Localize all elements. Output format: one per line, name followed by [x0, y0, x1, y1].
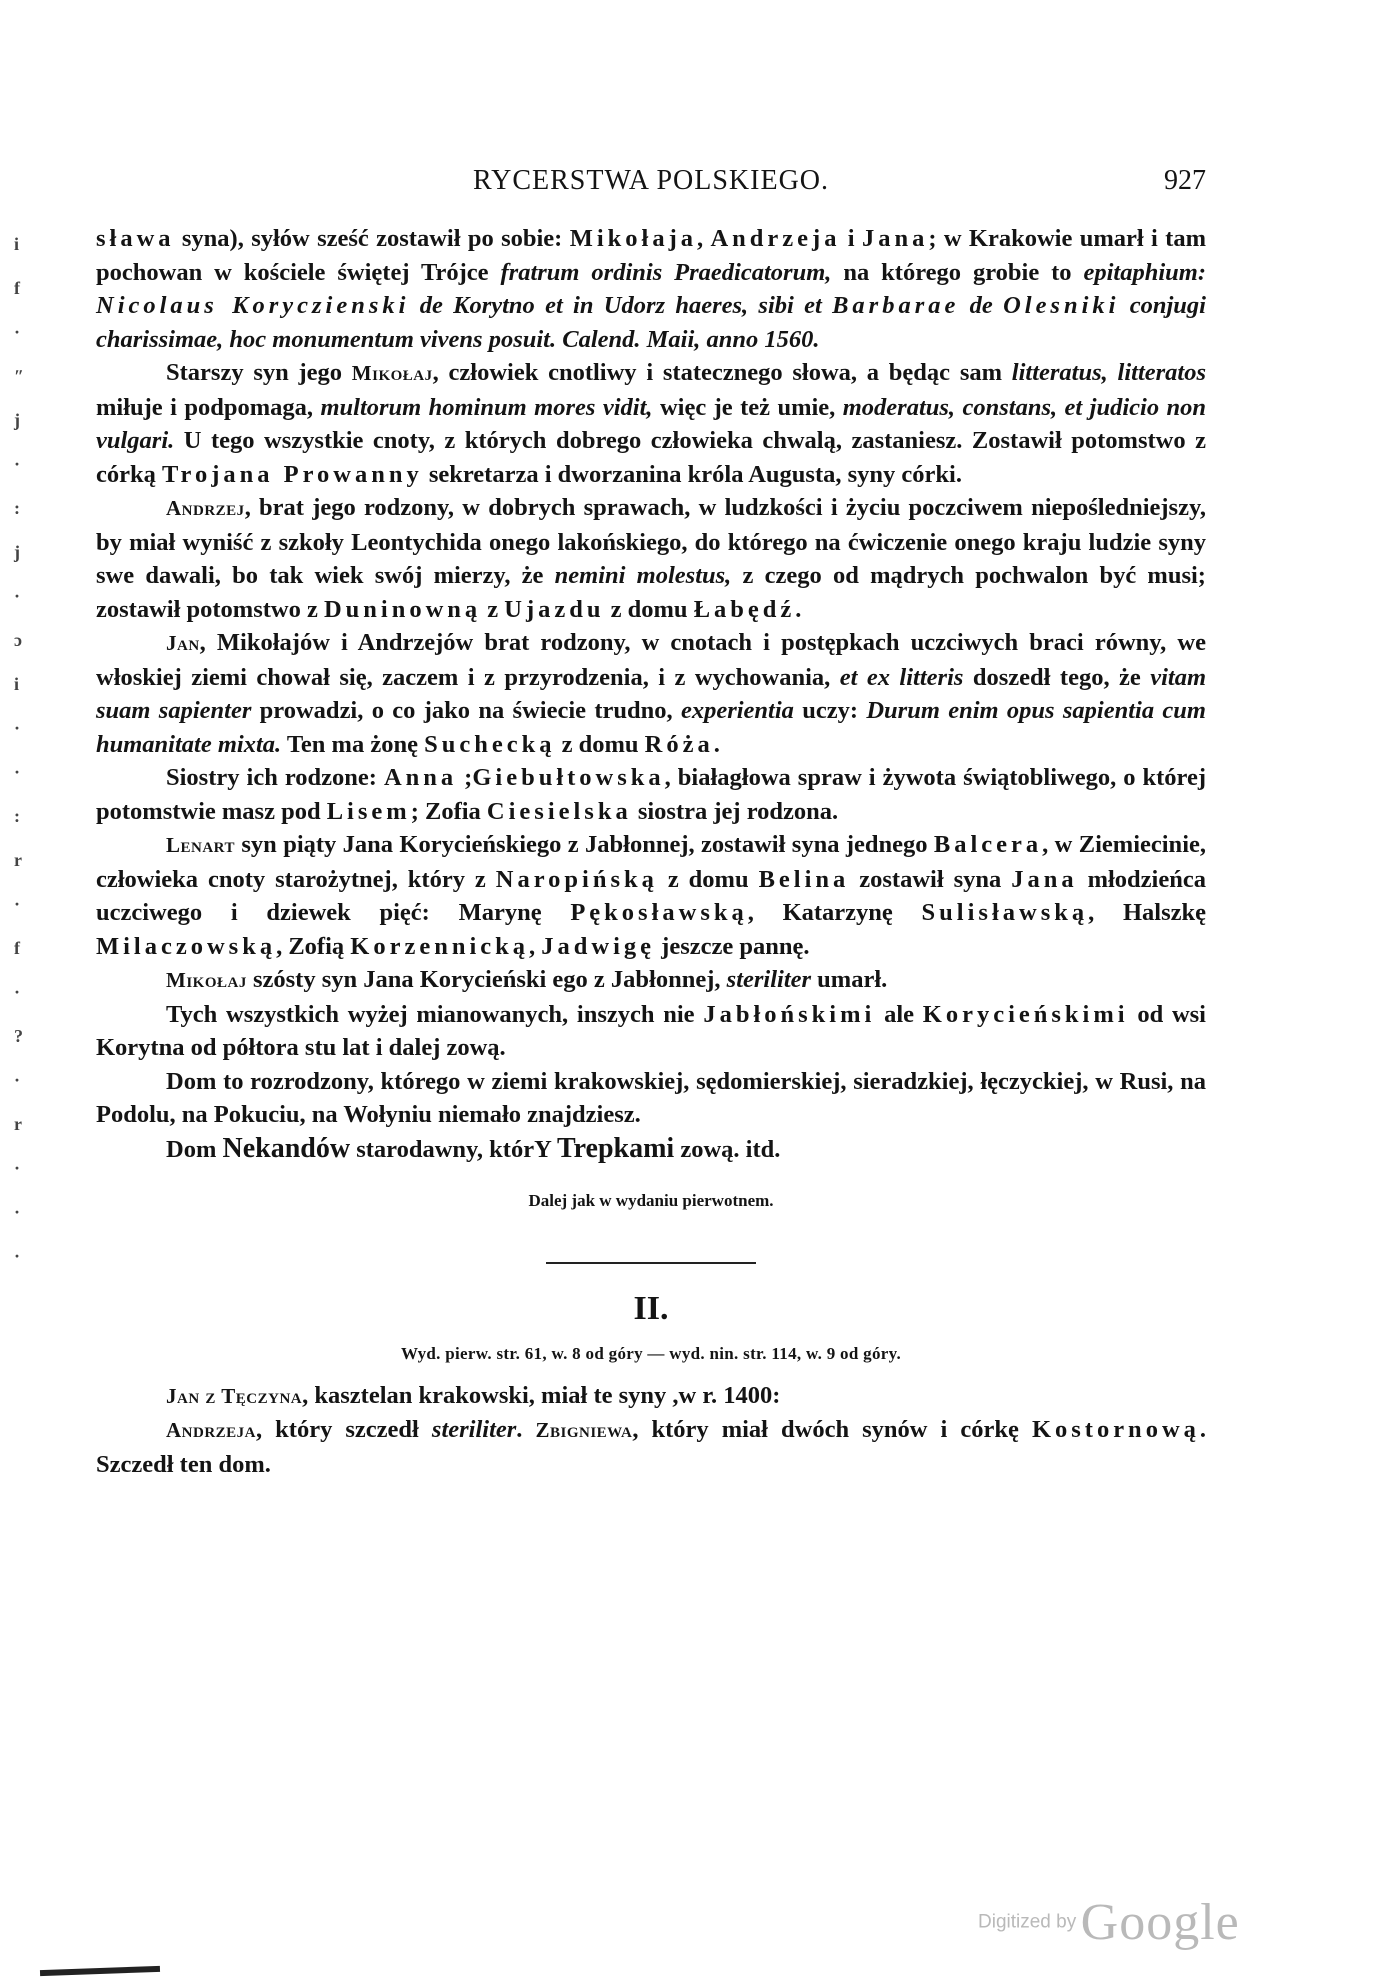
text-run: steriliter: [431, 1416, 517, 1443]
margin-mark: ·: [14, 586, 21, 606]
text-run: epitaphium:: [1083, 258, 1207, 286]
text-run: z: [481, 595, 505, 623]
margin-mark: ·: [14, 1070, 21, 1090]
text-run: Mikołaja: [569, 225, 697, 252]
reference-line: Wyd. pierw. str. 61, w. 8 od góry — wyd. nin. str. 114, w. 9 od góry.: [400, 1344, 902, 1363]
margin-mark: ·: [14, 718, 21, 738]
text-run: Anna: [383, 764, 458, 791]
text-run: z czego od mądrych pochwalon być musi; zostawił potomstwo z: [96, 562, 1206, 623]
text-run: Pękosławską: [570, 899, 748, 926]
paragraph: [96, 222, 1206, 356]
margin-mark: j: [14, 542, 20, 562]
text-run: , Katarzynę: [747, 899, 922, 926]
text-run: , Halszkę: [1088, 899, 1206, 926]
paragraph: [96, 828, 1206, 963]
text-run: , Mikołajów i Andrzejów brat rodzony, w cnotach i postępkach uczciwych braci równy, we włoskiej ziemi chował się, zaczem i z przyrodzenia, i z wychowania,: [96, 629, 1206, 691]
text-run: Kostornową: [1031, 1416, 1200, 1443]
text-run: , białagłowa spraw i żywota świątobliwego, o której potomstwie masz pod: [96, 764, 1207, 825]
text-run: litteratus, litteratos: [1011, 359, 1206, 386]
text-run: Łabędź: [693, 595, 796, 623]
scan-edge-mark: [40, 1966, 160, 1976]
paragraph: [96, 998, 1206, 1065]
margin-mark: :: [14, 498, 20, 518]
text-run: Olesniki: [1003, 292, 1120, 319]
paragraph: [96, 356, 1206, 491]
text-run: ;: [457, 764, 473, 791]
text-run: ,: [696, 225, 711, 252]
margin-mark: f: [14, 938, 20, 958]
text-run: Sulisławską: [921, 899, 1089, 926]
text-run: od wsi Korytna od półtora stu lat i dalej zową.: [96, 1000, 1206, 1061]
text-run: Koryciеńskimi: [922, 1000, 1129, 1028]
paragraph: [96, 1413, 1206, 1481]
margin-mark: ·: [14, 1246, 21, 1266]
text-run: et ex litteris: [839, 663, 964, 691]
text-run: de: [959, 292, 1004, 319]
text-run: nemini molestus,: [554, 562, 732, 589]
text-run: Ten ma żonę: [281, 730, 425, 758]
text-run: syn piąty Jana Koryciеńskiego z Jabłonnej, zostawił syna jednego: [235, 831, 934, 858]
margin-mark: i: [14, 674, 20, 694]
text-run: Tych wszystkich wyżej mianowanych, inszych nie: [166, 1000, 704, 1028]
text-run: Jan: [166, 631, 200, 655]
margin-mark: ·: [14, 454, 21, 474]
text-run: , brat jego rodzony, w dobrych sprawach, w ludzkości i życiu poczciwem niepośledniejszy, by miał wyniść z szkoły Leontychida onego lakońskiego, do którego na ćwiczenie onego kraju ludzie syny swe dawali, bo tak wiek swój mierzy, że: [96, 494, 1206, 589]
text-run: , w Ziemiecinie, człowieka cnoty starożytnej, który z: [96, 831, 1206, 893]
margin-mark: ·: [14, 1202, 21, 1222]
margin-marks: [14, 222, 54, 1278]
text-run: Jabłońskimi: [703, 1000, 876, 1028]
margin-mark: ·: [14, 894, 21, 914]
section-paragraphs: [96, 1379, 1206, 1482]
margin-mark: ·: [14, 1158, 21, 1178]
text-run: prowadzi, o co jako na świecie trudno,: [251, 697, 681, 724]
text-run: sekretarza i dworzanina króla Augusta, syny córki.: [422, 460, 962, 488]
text-run: ; w Krakowie umarł i tam pochowan w kościele świętej Trójce: [96, 225, 1207, 286]
text-run: Mikołaj: [166, 968, 247, 992]
text-run: Korzennicką: [350, 932, 530, 960]
text-run: , człowiek cnotliwy i statecznego słowa, a będąc sam: [432, 359, 1012, 386]
text-run: Giebułtowska: [472, 764, 665, 791]
paragraph: [96, 1379, 1206, 1414]
text-run: multorum hominum mores vidit,: [320, 393, 653, 421]
text-run: Trepkami: [557, 1132, 675, 1164]
text-run: młodzieńca uczciwego i dziewek pięć: Marynę: [96, 865, 1206, 926]
text-run: ale: [875, 1000, 923, 1028]
paragraph: [96, 1065, 1206, 1132]
text-run: Zbigniewa: [535, 1418, 633, 1442]
text-run: umarł.: [811, 966, 888, 993]
margin-mark: ɔ: [14, 630, 22, 650]
text-run: więc je też umie,: [652, 393, 843, 421]
text-run: na którego grobie to: [831, 258, 1084, 286]
text-run: U tego wszystkie cnoty, z których dobrego człowieka chwalą, zastaniesz. Zostawił potomstwo z córką: [96, 427, 1206, 488]
margin-mark: :: [14, 806, 20, 826]
text-run: uczy:: [793, 697, 867, 724]
text-run: z domu: [555, 730, 645, 758]
text-run: jeszcze pannę.: [655, 932, 810, 960]
text-run: vitam suam sapienter: [96, 663, 1207, 724]
text-run: Jana: [1011, 865, 1078, 893]
text-run: Lenart: [166, 833, 235, 857]
text-run: Suchecką: [424, 730, 556, 758]
text-run: .: [516, 1416, 536, 1443]
text-run: . Szczedł ten dom.: [96, 1416, 1207, 1478]
text-run: z domu: [604, 595, 694, 623]
text-run: de Korytno et in Udorz haeres, sibi et: [409, 292, 833, 319]
text-run: steriliter: [726, 966, 812, 993]
text-run: Starszy syn jego: [166, 359, 352, 386]
text-run: Belina: [758, 865, 850, 893]
text-run: ,: [529, 932, 542, 960]
text-run: conjugi charissimae, hoc monumentum vivens posuit. Calend. Maii, anno 1560.: [96, 292, 1206, 353]
margin-mark: i: [14, 234, 20, 254]
text-run: i: [840, 225, 862, 252]
text-run: .: [795, 595, 802, 623]
text-run: Andrzeja: [710, 225, 841, 252]
page-header: [96, 165, 1206, 205]
watermark-logo-text: Google: [1080, 1894, 1240, 1951]
text-run: Naropińską: [495, 865, 658, 893]
text-run: Milaczowską: [96, 932, 277, 960]
margin-mark: f: [14, 278, 20, 298]
margin-mark: r: [14, 850, 22, 870]
text-run: ; Zofia: [410, 797, 487, 825]
text-run: , Zofią: [276, 932, 351, 960]
text-run: Ciesielska: [486, 797, 632, 825]
text-run: Trojana Prowanny: [162, 460, 423, 488]
text-run: doszedł tego, że: [963, 663, 1151, 691]
text-run: syna), syłów sześć zostawił po sobie:: [174, 225, 570, 252]
margin-mark: j: [14, 410, 20, 430]
paragraph: [96, 626, 1206, 761]
text-run: , kasztelan krakowski, miał te syny ,w r. 1400:: [302, 1381, 781, 1409]
text-run: starodawny, którY: [350, 1135, 557, 1163]
text-run: siostra jej rodzona.: [631, 797, 839, 825]
closing-note: Dalej jak w wydaniu pierwotnem.: [528, 1191, 774, 1210]
text-run: sława: [96, 225, 175, 252]
text-run: Ujazdu: [504, 595, 605, 623]
text-run: experientia: [680, 697, 794, 724]
text-run: Andrzeja: [166, 1418, 257, 1442]
text-run: Durum enim opus sapientia cum humanitate mixta.: [96, 697, 1206, 758]
text-run: Andrzej: [166, 496, 245, 520]
text-run: szósty syn Jana Koryciеński ego z Jabłonnej,: [246, 966, 727, 993]
watermark-small-text: Digitized by: [978, 1911, 1077, 1933]
margin-mark: ʺ: [14, 366, 23, 386]
text-run: z domu: [657, 865, 759, 893]
margin-mark: ?: [14, 1026, 23, 1046]
text-run: .: [713, 730, 720, 758]
paragraph: [96, 491, 1206, 626]
text-run: Jan z Tęczyna: [166, 1383, 303, 1408]
margin-mark: ·: [14, 322, 21, 342]
text-run: Siostry ich rodzone:: [166, 764, 384, 791]
google-watermark: [978, 1893, 1240, 1952]
margin-mark: r: [14, 1114, 22, 1134]
paragraph: [96, 963, 1206, 998]
text-run: fratrum ordinis Praedicatorum,: [500, 258, 832, 286]
text-run: Balcera: [933, 831, 1043, 858]
paragraph: [96, 761, 1206, 828]
page-number: 927: [1164, 165, 1206, 196]
margin-mark: ·: [14, 762, 21, 782]
margin-mark: ·: [14, 982, 21, 1002]
text-run: Jadwigę: [541, 932, 656, 960]
text-run: miłuje i podpomaga,: [96, 393, 321, 421]
paragraph: [96, 1132, 1206, 1167]
running-title: RYCERSTWA POLSKIEGO.: [472, 165, 830, 196]
body-text: [96, 222, 1206, 1481]
text-run: Mikołaj: [351, 361, 433, 385]
text-run: zową. itd.: [674, 1135, 781, 1163]
text-run: Dom to rozrodzony, którego w ziemi krakowskiej, sędomierskiej, sieradzkiej, łęczyckiej, w Rusi, na Podolu, na Pokuciu, na Wołyniu niemało znajdziesz.: [96, 1067, 1206, 1128]
text-run: , który szczedł: [256, 1416, 432, 1443]
main-paragraphs: [96, 222, 1206, 1166]
text-run: Jana: [861, 225, 929, 252]
text-run: moderatus, constans, et judicio non vulgari.: [96, 393, 1207, 454]
text-run: Nicolaus Koryczienski: [96, 292, 410, 319]
text-run: Duninowną: [323, 595, 482, 623]
text-run: Dom: [166, 1135, 223, 1163]
section-rule: [546, 1262, 756, 1264]
text-run: Nekandów: [222, 1132, 351, 1164]
text-run: zostawił syna: [849, 865, 1012, 893]
text-run: Róża: [644, 730, 714, 758]
text-run: Barbarae: [832, 292, 960, 319]
text-run: , który miał dwóch synów i córkę: [632, 1416, 1032, 1443]
text-run: Lisem: [326, 797, 411, 825]
section-numeral: II.: [633, 1289, 669, 1327]
